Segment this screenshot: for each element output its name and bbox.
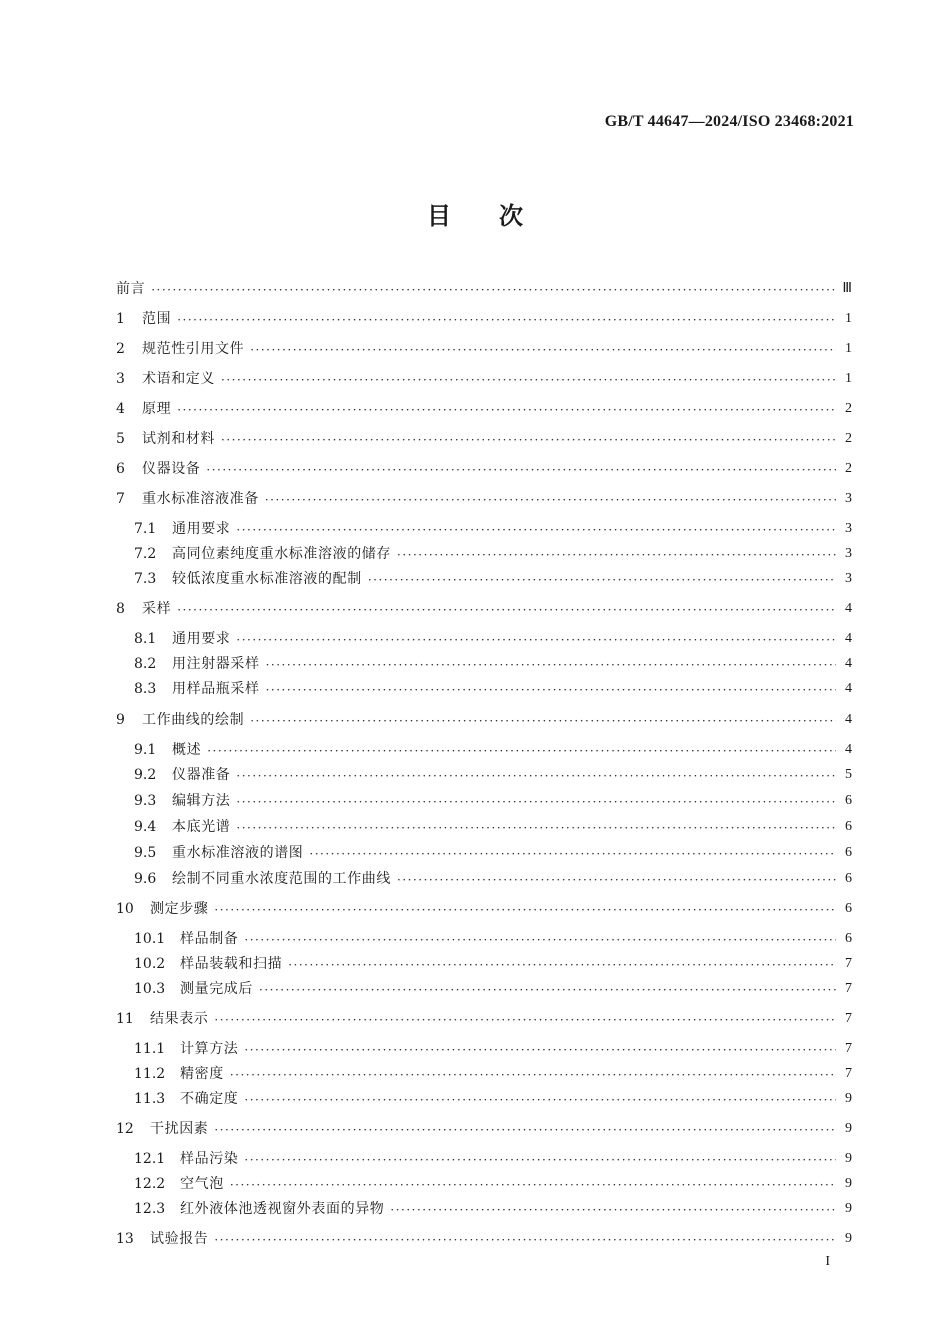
toc-entry[interactable] xyxy=(134,1059,852,1083)
toc-entry-title: 高同位素纯度重水标准溶液的储存 xyxy=(172,546,391,562)
toc-entry-number: 12.2 xyxy=(134,1176,166,1192)
toc-entry-title: 概述 xyxy=(172,742,202,758)
toc-entry-page: 1 xyxy=(845,311,852,326)
toc-entry[interactable] xyxy=(134,649,852,673)
toc-entry-page: 6 xyxy=(845,819,852,834)
toc-entry-title: 编辑方法 xyxy=(172,793,231,809)
toc-entry-number: 8.3 xyxy=(134,681,157,697)
toc-entry-title: 精密度 xyxy=(180,1066,224,1082)
toc-entry-title: 结果表示 xyxy=(150,1011,209,1027)
toc-entry[interactable] xyxy=(134,924,852,948)
toc-entry[interactable] xyxy=(134,1144,852,1168)
toc-entry-page: 9 xyxy=(845,1121,852,1136)
dot-leader xyxy=(244,932,836,948)
toc-entry[interactable] xyxy=(116,454,852,478)
toc-entry-page: 6 xyxy=(845,871,852,886)
dot-leader xyxy=(236,768,836,784)
toc-entry-number: 7.2 xyxy=(134,546,157,562)
toc-entry-page: 2 xyxy=(845,401,852,416)
toc-entry[interactable] xyxy=(116,894,852,918)
toc-entry-page: 7 xyxy=(845,1011,852,1026)
toc-entry[interactable] xyxy=(116,1224,852,1248)
toc-entry-number: 1 xyxy=(116,311,125,327)
toc-entry-page: Ⅲ xyxy=(842,281,852,296)
toc-entry[interactable] xyxy=(134,838,852,862)
toc-entry-title: 采样 xyxy=(142,601,172,617)
standard-code: GB/T 44647—2024/ISO 23468:2021 xyxy=(604,113,854,130)
dot-leader xyxy=(207,743,836,759)
toc-entry-page: 3 xyxy=(845,491,852,506)
toc-entry-number: 3 xyxy=(116,371,125,387)
toc-entry-title: 通用要求 xyxy=(172,521,231,537)
toc-entry-page: 4 xyxy=(845,601,852,616)
toc-entry-title: 空气泡 xyxy=(180,1176,224,1192)
toc-entry-page: 9 xyxy=(845,1231,852,1246)
toc-entry-page: 5 xyxy=(845,767,852,782)
toc-entry-number: 11.1 xyxy=(134,1041,166,1057)
toc-entry-page: 3 xyxy=(845,521,852,536)
dot-leader xyxy=(266,682,836,698)
toc-entry[interactable] xyxy=(116,594,852,618)
toc-entry[interactable] xyxy=(134,1034,852,1058)
toc-entry[interactable] xyxy=(134,624,852,648)
toc-entry-page: 6 xyxy=(845,901,852,916)
dot-leader xyxy=(265,492,836,508)
toc-entry-title: 样品污染 xyxy=(180,1151,239,1167)
toc-entry-page: 2 xyxy=(845,461,852,476)
dot-leader xyxy=(177,402,836,418)
toc-entry-number: 11.3 xyxy=(134,1091,166,1107)
dot-leader xyxy=(221,372,836,388)
dot-leader xyxy=(259,982,836,998)
toc-entry-number: 9.5 xyxy=(134,845,157,861)
toc-entry-title: 干扰因素 xyxy=(150,1121,209,1137)
toc-entry-title: 规范性引用文件 xyxy=(142,341,245,357)
dot-leader xyxy=(214,902,836,918)
toc-entry-number: 9.4 xyxy=(134,819,157,835)
toc-entry-page: 4 xyxy=(845,742,852,757)
toc-entry[interactable] xyxy=(134,539,852,563)
dot-leader xyxy=(266,657,836,673)
dot-leader xyxy=(236,794,836,810)
toc-entry-number: 10.3 xyxy=(134,981,166,997)
dot-leader xyxy=(244,1152,836,1168)
toc-entry-page: 9 xyxy=(845,1201,852,1216)
toc-entry-page: 6 xyxy=(845,793,852,808)
toc-entry-title: 仪器准备 xyxy=(172,767,231,783)
dot-leader xyxy=(244,1092,836,1108)
toc-entry-title: 计算方法 xyxy=(180,1041,239,1057)
dot-leader xyxy=(214,1232,836,1248)
toc-entry-title: 术语和定义 xyxy=(142,371,215,387)
toc-entry-page: 6 xyxy=(845,931,852,946)
toc-entry-page: 7 xyxy=(845,1041,852,1056)
toc-entry-number: 11.2 xyxy=(134,1066,166,1082)
dot-leader xyxy=(250,342,836,358)
toc-entry[interactable] xyxy=(134,949,852,973)
toc-entry-number: 9.6 xyxy=(134,871,157,887)
toc-entry-title: 通用要求 xyxy=(172,631,231,647)
toc-entry-number: 8.2 xyxy=(134,656,157,672)
toc-entry-number: 13 xyxy=(116,1231,134,1247)
toc-entry-title: 样品装载和扫描 xyxy=(180,956,283,972)
toc-entry-title: 前言 xyxy=(116,281,146,297)
toc-entry-number: 7 xyxy=(116,491,125,507)
dot-leader xyxy=(397,872,836,888)
toc-entry-page: 3 xyxy=(845,546,852,561)
dot-leader xyxy=(214,1012,836,1028)
toc-entry[interactable] xyxy=(116,424,852,448)
toc-entry-number: 7.3 xyxy=(134,571,157,587)
toc-entry-title: 范围 xyxy=(142,311,172,327)
toc-entry-page: 9 xyxy=(845,1151,852,1166)
toc-entry-title: 试验报告 xyxy=(150,1231,209,1247)
toc-entry-page: 6 xyxy=(845,845,852,860)
toc-entry[interactable] xyxy=(134,786,852,810)
toc-entry-page: 4 xyxy=(845,631,852,646)
dot-leader xyxy=(230,1177,836,1193)
toc-entry[interactable] xyxy=(134,674,852,698)
toc-entry[interactable] xyxy=(116,274,852,298)
toc-entry[interactable] xyxy=(116,364,852,388)
toc-entry-title: 工作曲线的绘制 xyxy=(142,712,245,728)
dot-leader xyxy=(151,282,836,298)
toc-entry[interactable] xyxy=(116,1114,852,1138)
toc-entry-number: 6 xyxy=(116,461,125,477)
toc-entry[interactable] xyxy=(134,812,852,836)
toc-entry-page: 2 xyxy=(845,431,852,446)
toc-entry-page: 9 xyxy=(845,1091,852,1106)
toc-entry-number: 12.1 xyxy=(134,1151,166,1167)
toc-entry[interactable] xyxy=(134,1194,852,1218)
toc-entry-title: 不确定度 xyxy=(180,1091,239,1107)
dot-leader xyxy=(177,602,836,618)
toc-entry-title: 用样品瓶采样 xyxy=(172,681,260,697)
toc-entry-title: 较低浓度重水标准溶液的配制 xyxy=(172,571,362,587)
toc-entry-number: 8.1 xyxy=(134,631,157,647)
toc-entry-number: 2 xyxy=(116,341,125,357)
toc-entry[interactable] xyxy=(134,864,852,888)
toc-entry-title: 本底光谱 xyxy=(172,819,231,835)
toc-entry-number: 9.2 xyxy=(134,767,157,783)
toc-entry[interactable] xyxy=(134,1169,852,1193)
toc-entry[interactable] xyxy=(116,1004,852,1028)
toc-entry-page: 1 xyxy=(845,371,852,386)
toc-entry-title: 样品制备 xyxy=(180,931,239,947)
toc-entry[interactable] xyxy=(134,564,852,588)
dot-leader xyxy=(288,957,836,973)
dot-leader xyxy=(368,572,836,588)
toc-entry-number: 8 xyxy=(116,601,125,617)
toc-entry-title: 原理 xyxy=(142,401,172,417)
toc-entry-page: 7 xyxy=(845,1066,852,1081)
toc-entry[interactable] xyxy=(116,394,852,418)
toc-entry-page: 3 xyxy=(845,571,852,586)
toc-entry[interactable] xyxy=(134,735,852,759)
toc-entry-title: 重水标准溶液的谱图 xyxy=(172,845,304,861)
dot-leader xyxy=(236,820,836,836)
dot-leader xyxy=(230,1067,836,1083)
toc-entry-title: 测定步骤 xyxy=(150,901,209,917)
toc-entry-number: 4 xyxy=(116,401,125,417)
toc-entry-number: 12 xyxy=(116,1121,134,1137)
toc-entry[interactable] xyxy=(116,304,852,328)
toc-entry-number: 10 xyxy=(116,901,134,917)
dot-leader xyxy=(397,547,836,563)
toc-entry-title: 重水标准溶液准备 xyxy=(142,491,259,507)
toc-entry-page: 7 xyxy=(845,981,852,996)
toc-entry-page: 1 xyxy=(845,341,852,356)
toc-entry-number: 9.1 xyxy=(134,742,157,758)
toc-entry-title: 测量完成后 xyxy=(180,981,253,997)
toc-entry-number: 10.1 xyxy=(134,931,166,947)
toc-entry[interactable] xyxy=(116,705,852,729)
toc-entry[interactable] xyxy=(134,760,852,784)
toc-entry[interactable] xyxy=(116,334,852,358)
toc-entry-number: 10.2 xyxy=(134,956,166,972)
toc-entry-number: 12.3 xyxy=(134,1201,166,1217)
toc-entry-page: 9 xyxy=(845,1176,852,1191)
toc-entry-page: 4 xyxy=(845,681,852,696)
dot-leader xyxy=(221,432,836,448)
toc-entry-number: 11 xyxy=(116,1011,134,1027)
toc-entry-number: 7.1 xyxy=(134,521,157,537)
dot-leader xyxy=(214,1122,836,1138)
toc-entry-number: 9.3 xyxy=(134,793,157,809)
toc-entry-title: 仪器设备 xyxy=(142,461,201,477)
toc-entry[interactable] xyxy=(134,974,852,998)
toc-entry-page: 4 xyxy=(845,656,852,671)
toc-entry-title: 红外液体池透视窗外表面的异物 xyxy=(180,1201,385,1217)
page-title: 目次 xyxy=(427,201,571,230)
dot-leader xyxy=(206,462,836,478)
dot-leader xyxy=(390,1202,836,1218)
toc-entry-page: 7 xyxy=(845,956,852,971)
page-number: I xyxy=(825,1254,830,1269)
toc-entry[interactable] xyxy=(134,1084,852,1108)
dot-leader xyxy=(236,522,836,538)
dot-leader xyxy=(236,632,836,648)
toc-entry-number: 9 xyxy=(116,712,125,728)
toc-entry-title: 绘制不同重水浓度范围的工作曲线 xyxy=(172,871,391,887)
toc-entry[interactable] xyxy=(116,484,852,508)
dot-leader xyxy=(177,312,836,328)
toc-entry[interactable] xyxy=(134,514,852,538)
toc-entry-title: 试剂和材料 xyxy=(142,431,215,447)
dot-leader xyxy=(250,713,836,729)
toc-entry-page: 4 xyxy=(845,712,852,727)
dot-leader xyxy=(244,1042,836,1058)
toc-entry-title: 用注射器采样 xyxy=(172,656,260,672)
toc-entry-number: 5 xyxy=(116,431,125,447)
dot-leader xyxy=(309,846,836,862)
